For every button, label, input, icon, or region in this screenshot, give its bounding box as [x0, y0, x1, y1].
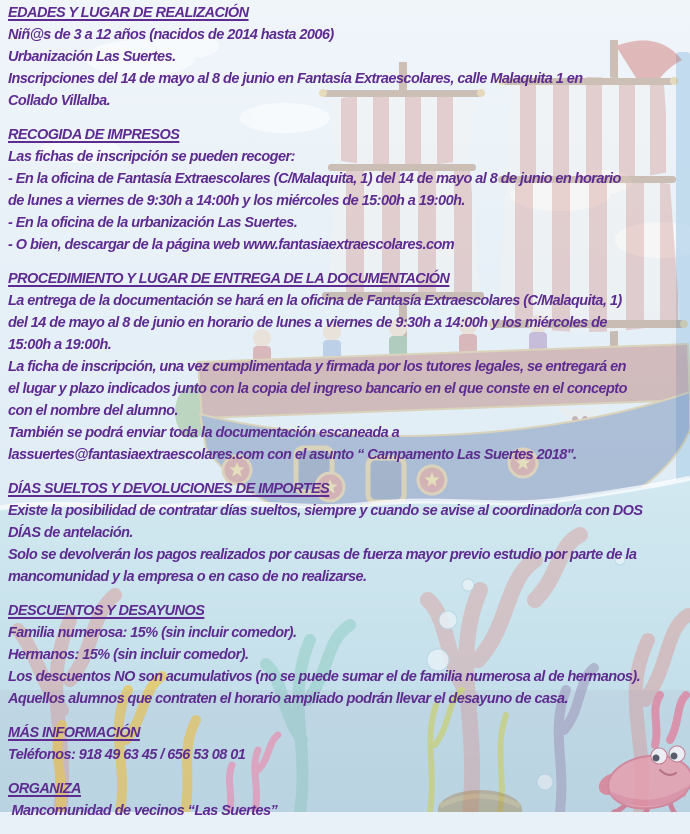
text-line: Niñ@s de 3 a 12 años (nacidos de 2014 hasta 2006) [8, 27, 334, 43]
section-heading: RECOGIDA DE IMPRESOS [8, 127, 180, 143]
text-line: - En la oficina de Fantasía Extraescolares (C/Malaquita, 1) del 14 de mayo al 8 de junio en horario [8, 171, 621, 187]
text-line: Collado Villalba. [8, 93, 111, 109]
doc-section [8, 268, 690, 466]
text-line: Hermanos: 15% (sin incluir comedor). [8, 647, 249, 663]
doc-section [8, 722, 690, 766]
text-line: 15:00h a 19:00h. [8, 337, 112, 353]
text-line: Existe la posibilidad de contratar días sueltos, siempre y cuando se avise al coordinador/a con DOS [8, 503, 643, 519]
text-line: También se podrá enviar toda la documentación escaneada a [8, 425, 400, 441]
text-line: La ficha de inscripción, una vez cumplimentada y firmada por los tutores legales, se entregará en [8, 359, 626, 375]
section-heading: EDADES Y LUGAR DE REALIZACIÓN [8, 5, 249, 21]
section-heading: DÍAS SUELTOS Y DEVOLUCIONES DE IMPORTES [8, 481, 330, 497]
doc-section [8, 124, 690, 256]
text-line: - O bien, descargar de la página web www.fantasiaextraescolares.com [8, 237, 455, 253]
section-heading: DESCUENTOS Y DESAYUNOS [8, 603, 205, 619]
text-line: Familia numerosa: 15% (sin incluir comedor). [8, 625, 297, 641]
section-heading: PROCEDIMIENTO Y LUGAR DE ENTREGA DE LA DOCUMENTACIÓN [8, 271, 450, 287]
text-line: Los descuentos NO son acumulativos (no se puede sumar el de familia numerosa al de hermanos). [8, 669, 641, 685]
text-line: lassuertes@fantasiaextraescolares.com con el asunto “ Campamento Las Suertes 2018". [8, 447, 577, 463]
section-heading: ORGANIZA [8, 781, 81, 797]
doc-section [8, 478, 690, 588]
text-line: de lunes a viernes de 9:30h a 14:00h y los miércoles de 15:00h a 19:00h. [8, 193, 465, 209]
text-line: Mancomunidad de vecinos “Las Suertes” [8, 803, 278, 819]
text-line: del 14 de mayo al 8 de junio en horario de lunes a viernes de 9:30h a 14:00h y los miércoles de [8, 315, 607, 331]
text-line: mancomunidad y la empresa o en caso de no realizarse. [8, 569, 367, 585]
doc-section [8, 778, 690, 822]
text-line: Solo se devolverán los pagos realizados por causas de fuerza mayor previo estudio por parte de la [8, 547, 637, 563]
section-heading: MÁS INFORMACIÓN [8, 725, 140, 741]
doc-section [8, 2, 690, 112]
text-line: Las fichas de inscripción se pueden recoger: [8, 149, 295, 165]
text-line: La entrega de la documentación se hará en la oficina de Fantasía Extraescolares (C/Malaquita, 1) [8, 293, 622, 309]
text-line: Urbanización Las Suertes. [8, 49, 176, 65]
text-line: - En la oficina de la urbanización Las Suertes. [8, 215, 298, 231]
text-line: el lugar y plazo indicados junto con la copia del ingreso bancario en el que conste en el concepto [8, 381, 627, 397]
text-line: Aquellos alumnos que contraten el horario ampliado podrán llevar el desayuno de casa. [8, 691, 568, 707]
document-body [8, 2, 690, 834]
text-line: Teléfonos: 918 49 63 45 / 656 53 08 01 [8, 747, 246, 763]
doc-section [8, 600, 690, 710]
text-line: Inscripciones del 14 de mayo al 8 de junio en Fantasía Extraescolares, calle Malaquita 1 en [8, 71, 583, 87]
text-line: DÍAS de antelación. [8, 525, 133, 541]
text-line: con el nombre del alumno. [8, 403, 178, 419]
